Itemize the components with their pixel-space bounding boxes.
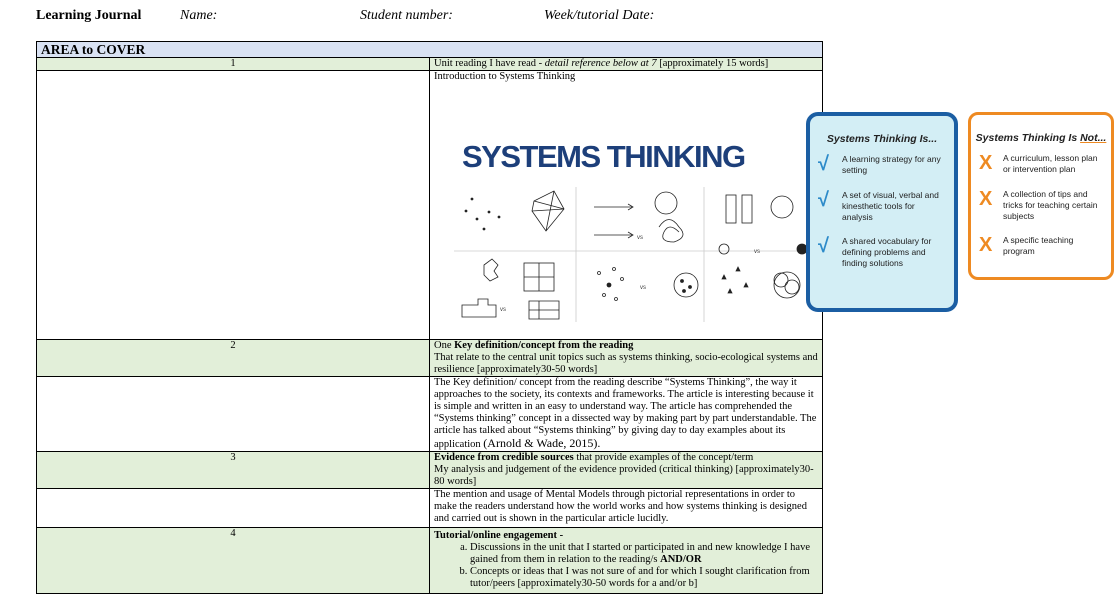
systems-thinking-figure	[434, 83, 1107, 339]
row3-content: The mention and usage of Mental Models through pictorial representations in order to make the readers understand how the world works and how systems thinking is designed and carried out is shown in the particular article lucidly.	[434, 489, 807, 524]
systems-thinking-is-not-card	[968, 112, 1114, 280]
row2-prompt-text	[430, 340, 823, 377]
cross-icon: X	[979, 188, 993, 210]
journal-title: Learning Journal	[36, 8, 142, 23]
name-label: Name:	[180, 8, 218, 23]
week-date-label: Week/tutorial Date:	[544, 8, 655, 23]
row1-prompt-text	[430, 58, 823, 71]
check-icon: √	[818, 235, 829, 257]
row4-prompt-text	[430, 528, 823, 594]
row4-item-a-text: Discussions in the unit that I started or participated in and new knowledge I have gained from them in relation to the reading/s	[470, 542, 810, 565]
row-number-empty	[37, 377, 430, 452]
check-icon: √	[818, 153, 829, 175]
row4-item-b-text: Concepts or ideas that I was not sure of and for which I sought clarification from tutor/peers [approximately30-50 words for a and/or b]	[470, 566, 810, 589]
row3-answer-cell[interactable]	[430, 489, 823, 528]
is-item-text: A shared vocabulary for defining problems and finding solutions	[842, 236, 932, 268]
row2-prefix: One	[434, 340, 455, 351]
row1-answer	[37, 71, 823, 340]
row2-line2: That relate to the central unit topics such as systems thinking, socio-ecological systems and resilience [approximately30-50 words]	[434, 352, 818, 375]
doodle-label: vs	[500, 307, 506, 313]
row4-list	[434, 542, 818, 590]
row3-prompt	[37, 452, 823, 489]
row-number: 2	[37, 340, 430, 377]
row2-prompt	[37, 340, 823, 377]
row4-prompt	[37, 528, 823, 594]
is-item-text: A learning strategy for any setting	[842, 154, 941, 175]
row1-italic: detail reference below at 7	[544, 58, 657, 69]
not-item-text: A curriculum, lesson plan or intervention plan	[1003, 153, 1098, 174]
not-item-text: A collection of tips and tricks for teaching certain subjects	[1003, 189, 1098, 221]
row-number: 4	[37, 528, 430, 594]
student-number-label: Student number:	[360, 8, 453, 23]
row1-prefix: Unit reading I have read -	[434, 58, 545, 69]
row2-content: The Key definition/ concept from the reading describe “Systems Thinking”, the way it approaches to the society, its contexts and frameworks. The article is interesting because it is simple and written in an easy to understand way. The article has comprehended the “Systems thinking” concept in a dissected way by making part by part understandable. The article has talked about “Systems thinking” by giving day to day examples about its application	[434, 377, 817, 450]
row1-prompt	[37, 58, 823, 71]
is-item-text: A set of visual, verbal and kinesthetic tools for analysis	[842, 190, 939, 222]
row2-answer	[37, 377, 823, 452]
journal-table	[36, 41, 1107, 594]
row-number: 3	[37, 452, 430, 489]
cross-icon: X	[979, 152, 993, 174]
not-title-prefix: Systems Thinking Is	[975, 132, 1081, 144]
row1-content: Introduction to Systems Thinking	[434, 71, 576, 82]
doodle-label: vs	[754, 249, 760, 255]
row2-citation: (Arnold & Wade, 2015).	[483, 436, 601, 450]
row3-suffix: that provide examples of the concept/term	[573, 452, 754, 463]
row2-bold: Key definition/concept from the reading	[454, 340, 634, 351]
is-card-title: Systems Thinking Is...	[826, 133, 938, 145]
cross-icon: X	[979, 234, 993, 256]
row2-answer-cell[interactable]	[430, 377, 823, 452]
row3-bold: Evidence from credible sources	[434, 452, 574, 463]
row4-item-b	[470, 566, 818, 590]
row3-answer	[37, 489, 823, 528]
systems-thinking-is-card	[806, 112, 958, 312]
journal-header	[36, 8, 816, 26]
not-card-title	[971, 132, 1111, 144]
row3-line2: My analysis and judgement of the evidence provided (critical thinking) [approximately30-80 words]	[434, 464, 814, 487]
row3-prompt-text	[430, 452, 823, 489]
row-number-empty	[37, 489, 430, 528]
not-title-word: Not...	[1080, 132, 1107, 144]
doodle-grid-icon	[454, 187, 814, 322]
row-number-empty	[37, 71, 430, 340]
systems-thinking-banner: SYSTEMS THINKING	[462, 139, 745, 174]
doodle-label: vs	[640, 285, 646, 291]
check-icon: √	[818, 189, 829, 211]
doodle-label: vs	[637, 235, 643, 241]
row4-item-a-bold: AND/OR	[660, 554, 702, 565]
row1-answer-cell[interactable]	[430, 71, 1107, 340]
row4-bold: Tutorial/online engagement -	[434, 530, 564, 541]
area-heading-row	[37, 42, 823, 58]
area-heading: AREA to COVER	[37, 42, 823, 58]
not-item-text: A specific teaching program	[1003, 235, 1074, 256]
row-number: 1	[37, 58, 430, 71]
row1-suffix: [approximately 15 words]	[656, 58, 769, 69]
row4-item-a	[470, 542, 818, 566]
